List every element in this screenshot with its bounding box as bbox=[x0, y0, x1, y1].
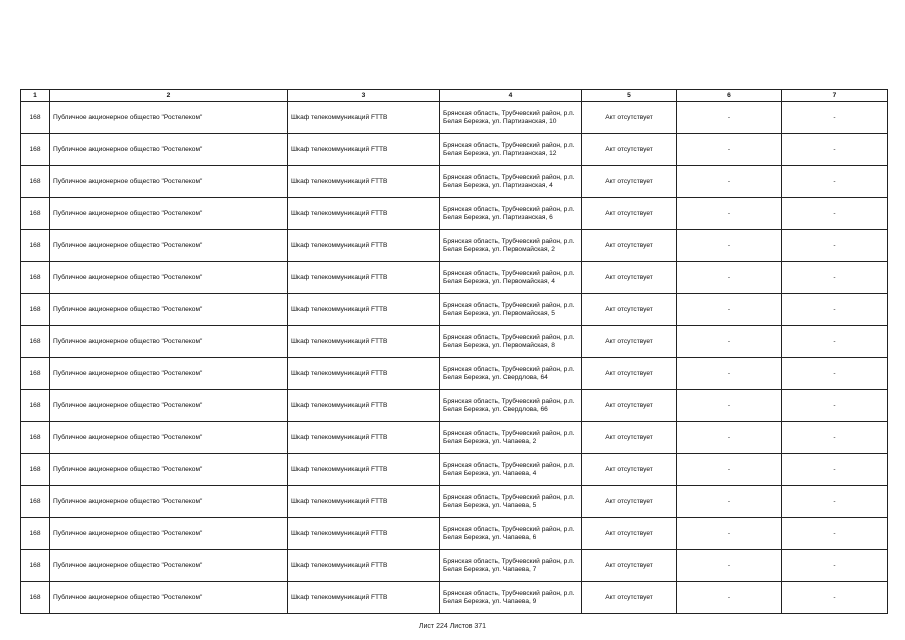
cell-act-status: Акт отсутствует bbox=[582, 454, 677, 486]
cell-owner: Публичное акционерное общество "Ростелеком" bbox=[50, 486, 288, 518]
cell-number: 168 bbox=[21, 390, 50, 422]
cell-owner: Публичное акционерное общество "Ростелеком" bbox=[50, 134, 288, 166]
cell-act-status: Акт отсутствует bbox=[582, 326, 677, 358]
registry-table bbox=[20, 89, 888, 614]
cell-col7: - bbox=[782, 294, 888, 326]
cell-col7: - bbox=[782, 102, 888, 134]
cell-address: Брянская область, Трубчевский район, р.п. Белая Березка, ул. Чапаева, 2 bbox=[440, 422, 582, 454]
cell-col7: - bbox=[782, 390, 888, 422]
cell-col6: - bbox=[677, 422, 782, 454]
cell-col7: - bbox=[782, 230, 888, 262]
cell-object: Шкаф телекоммуникаций FTTB bbox=[288, 486, 440, 518]
cell-object: Шкаф телекоммуникаций FTTB bbox=[288, 134, 440, 166]
cell-number: 168 bbox=[21, 134, 50, 166]
cell-address: Брянская область, Трубчевский район, р.п. Белая Березка, ул. Первомайская, 2 bbox=[440, 230, 582, 262]
cell-col6: - bbox=[677, 198, 782, 230]
cell-act-status: Акт отсутствует bbox=[582, 102, 677, 134]
table-row bbox=[21, 454, 888, 486]
cell-act-status: Акт отсутствует bbox=[582, 550, 677, 582]
cell-address: Брянская область, Трубчевский район, р.п. Белая Березка, ул. Свердлова, 66 bbox=[440, 390, 582, 422]
cell-col6: - bbox=[677, 294, 782, 326]
cell-col6: - bbox=[677, 454, 782, 486]
cell-owner: Публичное акционерное общество "Ростелеком" bbox=[50, 422, 288, 454]
cell-col6: - bbox=[677, 518, 782, 550]
cell-address: Брянская область, Трубчевский район, р.п. Белая Березка, ул. Первомайская, 5 bbox=[440, 294, 582, 326]
table-row bbox=[21, 102, 888, 134]
cell-col7: - bbox=[782, 518, 888, 550]
cell-address: Брянская область, Трубчевский район, р.п. Белая Березка, ул. Партизанская, 10 bbox=[440, 102, 582, 134]
cell-owner: Публичное акционерное общество "Ростелеком" bbox=[50, 518, 288, 550]
cell-act-status: Акт отсутствует bbox=[582, 294, 677, 326]
col-header-3: 3 bbox=[288, 90, 440, 102]
cell-owner: Публичное акционерное общество "Ростелеком" bbox=[50, 326, 288, 358]
cell-col6: - bbox=[677, 582, 782, 614]
cell-object: Шкаф телекоммуникаций FTTB bbox=[288, 358, 440, 390]
cell-owner: Публичное акционерное общество "Ростелеком" bbox=[50, 294, 288, 326]
cell-object: Шкаф телекоммуникаций FTTB bbox=[288, 422, 440, 454]
cell-act-status: Акт отсутствует bbox=[582, 390, 677, 422]
cell-act-status: Акт отсутствует bbox=[582, 166, 677, 198]
cell-number: 168 bbox=[21, 486, 50, 518]
cell-address: Брянская область, Трубчевский район, р.п. Белая Березка, ул. Чапаева, 9 bbox=[440, 582, 582, 614]
cell-object: Шкаф телекоммуникаций FTTB bbox=[288, 390, 440, 422]
cell-owner: Публичное акционерное общество "Ростелеком" bbox=[50, 198, 288, 230]
cell-address: Брянская область, Трубчевский район, р.п. Белая Березка, ул. Чапаева, 7 bbox=[440, 550, 582, 582]
cell-col6: - bbox=[677, 550, 782, 582]
cell-address: Брянская область, Трубчевский район, р.п. Белая Березка, ул. Партизанская, 6 bbox=[440, 198, 582, 230]
table-row bbox=[21, 358, 888, 390]
cell-address: Брянская область, Трубчевский район, р.п. Белая Березка, ул. Свердлова, 64 bbox=[440, 358, 582, 390]
table-row bbox=[21, 518, 888, 550]
cell-number: 168 bbox=[21, 262, 50, 294]
cell-col7: - bbox=[782, 582, 888, 614]
cell-col7: - bbox=[782, 486, 888, 518]
col-header-2: 2 bbox=[50, 90, 288, 102]
cell-col7: - bbox=[782, 358, 888, 390]
cell-col7: - bbox=[782, 166, 888, 198]
cell-number: 168 bbox=[21, 294, 50, 326]
cell-col7: - bbox=[782, 198, 888, 230]
col-header-1: 1 bbox=[21, 90, 50, 102]
table-row bbox=[21, 326, 888, 358]
cell-col6: - bbox=[677, 134, 782, 166]
cell-number: 168 bbox=[21, 454, 50, 486]
table-row bbox=[21, 166, 888, 198]
cell-object: Шкаф телекоммуникаций FTTB bbox=[288, 294, 440, 326]
col-header-4: 4 bbox=[440, 90, 582, 102]
cell-address: Брянская область, Трубчевский район, р.п. Белая Березка, ул. Чапаева, 4 bbox=[440, 454, 582, 486]
cell-col7: - bbox=[782, 262, 888, 294]
cell-col7: - bbox=[782, 550, 888, 582]
table-row bbox=[21, 422, 888, 454]
header-row bbox=[21, 90, 888, 102]
cell-address: Брянская область, Трубчевский район, р.п. Белая Березка, ул. Партизанская, 12 bbox=[440, 134, 582, 166]
cell-act-status: Акт отсутствует bbox=[582, 230, 677, 262]
cell-col6: - bbox=[677, 358, 782, 390]
cell-col7: - bbox=[782, 326, 888, 358]
cell-object: Шкаф телекоммуникаций FTTB bbox=[288, 582, 440, 614]
cell-object: Шкаф телекоммуникаций FTTB bbox=[288, 230, 440, 262]
col-header-7: 7 bbox=[782, 90, 888, 102]
cell-number: 168 bbox=[21, 550, 50, 582]
table-row bbox=[21, 550, 888, 582]
cell-col6: - bbox=[677, 102, 782, 134]
cell-act-status: Акт отсутствует bbox=[582, 518, 677, 550]
cell-col6: - bbox=[677, 326, 782, 358]
cell-act-status: Акт отсутствует bbox=[582, 358, 677, 390]
cell-address: Брянская область, Трубчевский район, р.п. Белая Березка, ул. Первомайская, 8 bbox=[440, 326, 582, 358]
cell-address: Брянская область, Трубчевский район, р.п. Белая Березка, ул. Чапаева, 6 bbox=[440, 518, 582, 550]
cell-address: Брянская область, Трубчевский район, р.п. Белая Березка, ул. Первомайская, 4 bbox=[440, 262, 582, 294]
cell-owner: Публичное акционерное общество "Ростелеком" bbox=[50, 262, 288, 294]
cell-col6: - bbox=[677, 390, 782, 422]
cell-object: Шкаф телекоммуникаций FTTB bbox=[288, 326, 440, 358]
cell-object: Шкаф телекоммуникаций FTTB bbox=[288, 550, 440, 582]
cell-owner: Публичное акционерное общество "Ростелеком" bbox=[50, 102, 288, 134]
cell-col6: - bbox=[677, 166, 782, 198]
page-counter: Лист 224 Листов 371 bbox=[418, 623, 487, 630]
cell-act-status: Акт отсутствует bbox=[582, 198, 677, 230]
cell-col6: - bbox=[677, 486, 782, 518]
cell-owner: Публичное акционерное общество "Ростелеком" bbox=[50, 166, 288, 198]
cell-object: Шкаф телекоммуникаций FTTB bbox=[288, 518, 440, 550]
cell-number: 168 bbox=[21, 422, 50, 454]
table-row bbox=[21, 294, 888, 326]
cell-object: Шкаф телекоммуникаций FTTB bbox=[288, 198, 440, 230]
cell-act-status: Акт отсутствует bbox=[582, 582, 677, 614]
cell-number: 168 bbox=[21, 166, 50, 198]
cell-act-status: Акт отсутствует bbox=[582, 486, 677, 518]
cell-number: 168 bbox=[21, 230, 50, 262]
table-row bbox=[21, 390, 888, 422]
cell-owner: Публичное акционерное общество "Ростелеком" bbox=[50, 550, 288, 582]
cell-col7: - bbox=[782, 422, 888, 454]
cell-col7: - bbox=[782, 454, 888, 486]
cell-number: 168 bbox=[21, 102, 50, 134]
table-row bbox=[21, 198, 888, 230]
cell-owner: Публичное акционерное общество "Ростелеком" bbox=[50, 582, 288, 614]
cell-act-status: Акт отсутствует bbox=[582, 262, 677, 294]
cell-number: 168 bbox=[21, 198, 50, 230]
cell-col7: - bbox=[782, 134, 888, 166]
cell-number: 168 bbox=[21, 518, 50, 550]
cell-act-status: Акт отсутствует bbox=[582, 422, 677, 454]
cell-owner: Публичное акционерное общество "Ростелеком" bbox=[50, 390, 288, 422]
cell-act-status: Акт отсутствует bbox=[582, 134, 677, 166]
cell-owner: Публичное акционерное общество "Ростелеком" bbox=[50, 358, 288, 390]
cell-address: Брянская область, Трубчевский район, р.п. Белая Березка, ул. Партизанская, 4 bbox=[440, 166, 582, 198]
cell-col6: - bbox=[677, 230, 782, 262]
table-row bbox=[21, 262, 888, 294]
col-header-5: 5 bbox=[582, 90, 677, 102]
cell-object: Шкаф телекоммуникаций FTTB bbox=[288, 454, 440, 486]
cell-col6: - bbox=[677, 262, 782, 294]
col-header-6: 6 bbox=[677, 90, 782, 102]
cell-object: Шкаф телекоммуникаций FTTB bbox=[288, 166, 440, 198]
cell-owner: Публичное акционерное общество "Ростелеком" bbox=[50, 454, 288, 486]
table-row bbox=[21, 582, 888, 614]
cell-number: 168 bbox=[21, 358, 50, 390]
cell-owner: Публичное акционерное общество "Ростелеком" bbox=[50, 230, 288, 262]
cell-number: 168 bbox=[21, 582, 50, 614]
table-row bbox=[21, 230, 888, 262]
table-row bbox=[21, 134, 888, 166]
cell-object: Шкаф телекоммуникаций FTTB bbox=[288, 102, 440, 134]
cell-number: 168 bbox=[21, 326, 50, 358]
cell-address: Брянская область, Трубчевский район, р.п. Белая Березка, ул. Чапаева, 5 bbox=[440, 486, 582, 518]
cell-object: Шкаф телекоммуникаций FTTB bbox=[288, 262, 440, 294]
table-row bbox=[21, 486, 888, 518]
